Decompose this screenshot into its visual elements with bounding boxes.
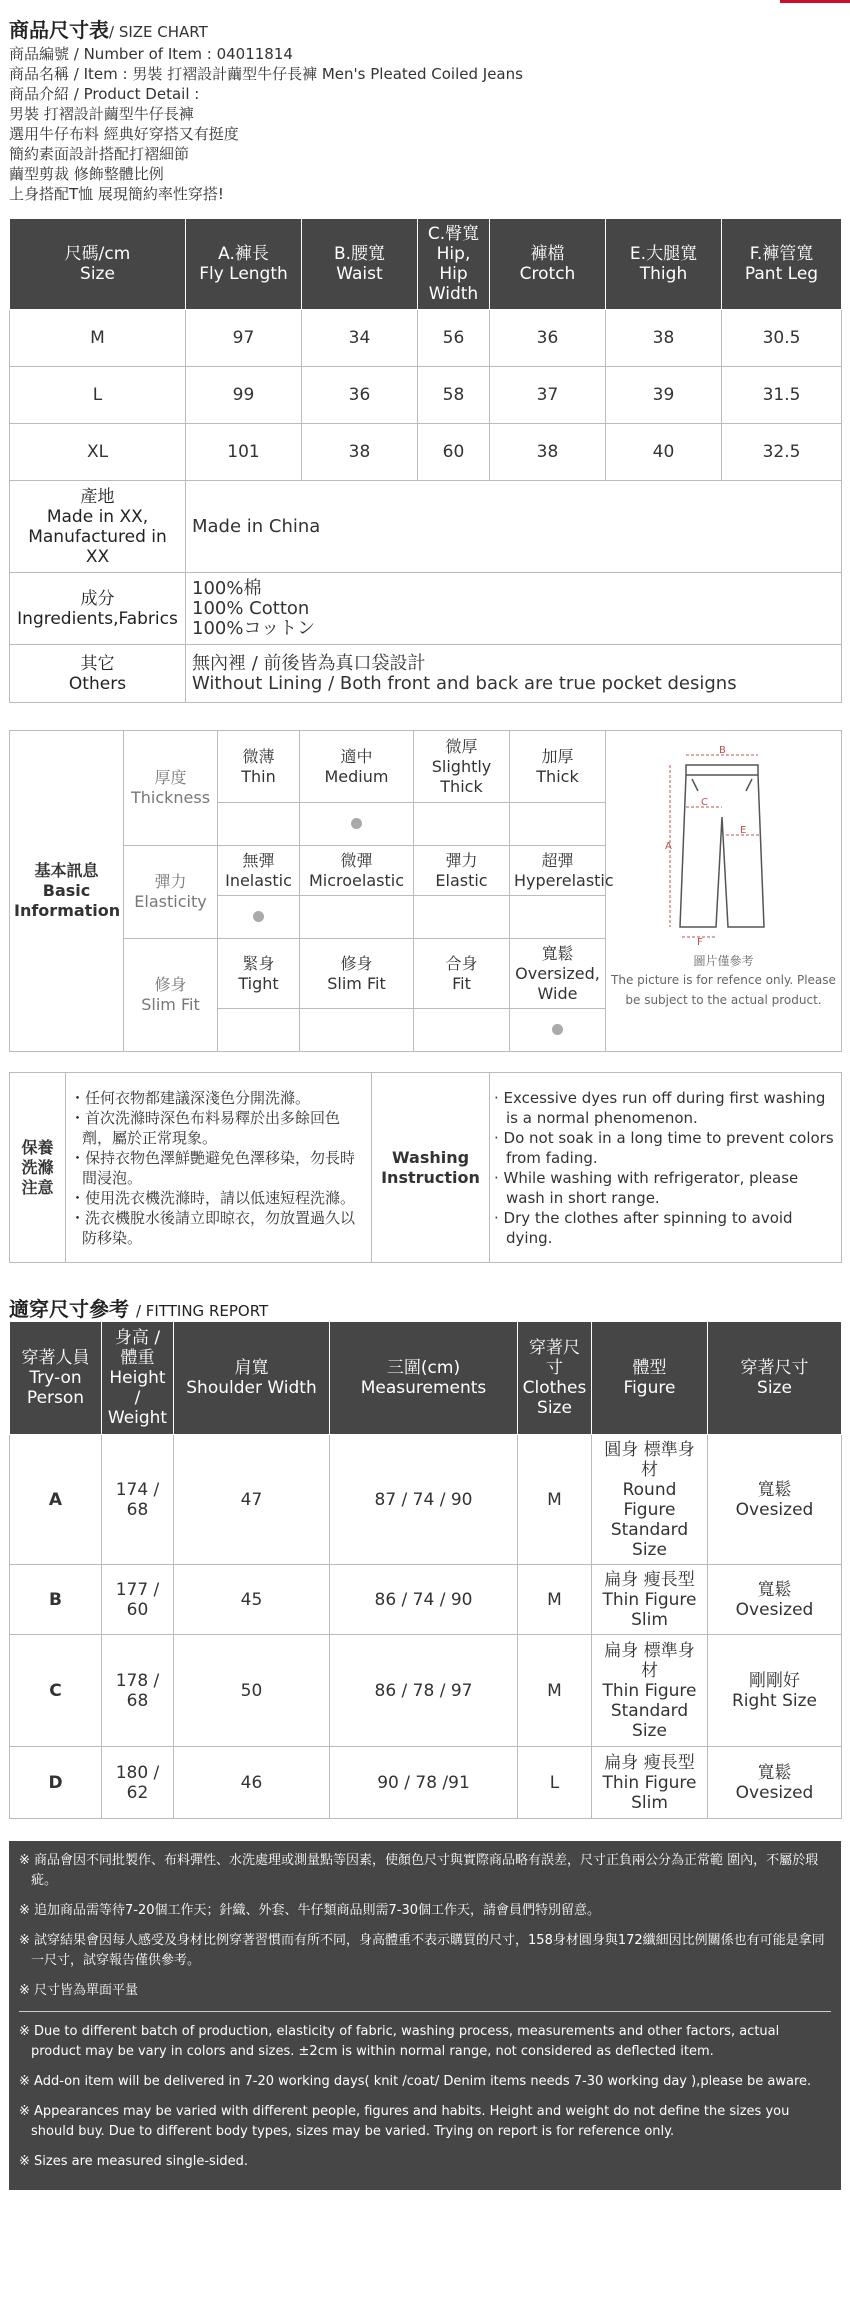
fitting-table-header: 穿著人員 Try-on Person 身高 / 體重 Height / Weight 肩寬 Shoulder Width 三圍(cm) Measurements 穿著尺寸 Clothes Size 體型 Figure 穿著尺寸 Size xyxy=(10,1322,842,1435)
list-item: · Excessive dyes run off during first washing is a normal phenomenon. xyxy=(494,1088,826,1127)
note-en: ※ Add-on item will be delivered in 7-20 working days( knit /coat/ Denim items needs 7-30 working day ),please be aware. xyxy=(19,2074,812,2089)
elasticity-dot-cell xyxy=(300,896,414,939)
fit-dot-cell xyxy=(300,1009,414,1052)
origin-value: Made in China xyxy=(186,481,842,573)
elasticity-selected-dot xyxy=(253,911,264,922)
info-line: 男裝 打褶設計繭型牛仔長褲 xyxy=(9,105,194,123)
table-row: B 177 / 60 45 86 / 74 / 90 M 扁身 瘦長型 Thin Figure Slim 寬鬆 Ovesized xyxy=(10,1565,842,1635)
thickness-option: 加厚 Thick xyxy=(510,731,606,803)
table-row: C 178 / 68 50 86 / 78 / 97 M 扁身 標準身材 Thin Figure Standard Size 剛剛好 Right Size xyxy=(10,1635,842,1747)
info-line: 簡約素面設計搭配打褶細節 xyxy=(9,145,190,163)
thickness-dot-cell xyxy=(300,803,414,846)
fabric-label: 成分 Ingredients,Fabrics xyxy=(10,573,186,645)
list-item: · Dry the clothes after spinning to avoid dying. xyxy=(494,1208,793,1247)
washing-list-en xyxy=(490,1073,842,1263)
elasticity-dot-cell xyxy=(414,896,510,939)
basic-info-label: 基本訊息 Basic Information xyxy=(10,731,124,1052)
thickness-option: 適中 Medium xyxy=(300,731,414,803)
col-hip: C.臀寬 Hip, Hip Width xyxy=(418,219,490,310)
size-table xyxy=(9,218,842,703)
elasticity-option: 超彈 Hyperelastic xyxy=(510,846,606,896)
thickness-option: 微厚 Slightly Thick xyxy=(414,731,510,803)
list-item: ・首次洗滌時深色布料易釋於出多餘回色劑，屬於正常現象。 xyxy=(70,1108,341,1147)
fit-selected-dot xyxy=(552,1024,563,1035)
col-pant-leg: F.褲管寬 Pant Leg xyxy=(722,219,842,310)
size-chart-title: 商品尺寸表/ SIZE CHART xyxy=(9,18,208,42)
fit-dot-cell xyxy=(218,1009,300,1052)
fit-option: 修身 Slim Fit xyxy=(300,939,414,1009)
washing-list-zh xyxy=(66,1073,372,1263)
table-row: XL 101 38 60 38 40 32.5 xyxy=(10,424,842,481)
notes-divider xyxy=(19,2011,831,2012)
washing-label-zh: 保養洗滌注意 xyxy=(10,1073,66,1263)
thickness-dot-cell xyxy=(218,803,300,846)
note-zh: ※ 商品會因不同批製作、布料彈性、水洗處理或測量點等因素，使顏色尺寸與實際商品略有誤差，尺寸正負兩公分為正常範 圍內，不屬於瑕疵。 xyxy=(19,1853,819,1888)
others-row xyxy=(10,645,842,703)
diagram-label-f: F xyxy=(696,937,703,947)
note-en: ※ Due to different batch of production, elasticity of fabric, washing process, measurements and other factors, actual product may be vary in colors and sizes. ±2cm is within normal range, not considered as deflected item. xyxy=(19,2024,780,2059)
origin-label: 產地 Made in XX, Manufactured in XX xyxy=(10,481,186,573)
info-line: 上身搭配T恤 展現簡約率性穿搭! xyxy=(9,185,224,203)
elasticity-dot-cell xyxy=(218,896,300,939)
diagram-label-b: B xyxy=(718,745,726,756)
fabric-value: 100%棉 100% Cotton 100%コットン xyxy=(186,573,842,645)
col-crotch: 褲檔 Crotch xyxy=(490,219,606,310)
fit-option: 寬鬆 Oversized, Wide xyxy=(510,939,606,1009)
thickness-selected-dot xyxy=(351,818,362,829)
info-line: 繭型剪裁 修飾整體比例 xyxy=(9,165,164,183)
list-item: ・洗衣機脫水後請立即晾衣，勿放置過久以防移染。 xyxy=(70,1208,356,1247)
col-thigh: E.大腿寬 Thigh xyxy=(606,219,722,310)
washing-label-en: Washing Instruction xyxy=(372,1073,490,1263)
diagram-label-c: C xyxy=(700,797,708,808)
diagram-label-e: E xyxy=(739,825,746,836)
basic-info-table xyxy=(9,730,842,1052)
table-row: A 174 / 68 47 87 / 74 / 90 M 圓身 標準身材 Round Figure Standard Size 寬鬆 Ovesized xyxy=(10,1435,842,1565)
diagram-label-a: A xyxy=(664,841,672,852)
origin-row xyxy=(10,481,842,573)
pants-diagram-cell xyxy=(606,731,842,1052)
elasticity-option: 微彈 Microelastic xyxy=(300,846,414,896)
fit-option: 緊身 Tight xyxy=(218,939,300,1009)
thickness-dot-cell xyxy=(414,803,510,846)
size-table-header xyxy=(10,219,842,310)
table-row: L 99 36 58 37 39 31.5 xyxy=(10,367,842,424)
list-item: · Do not soak in a long time to prevent colors from fading. xyxy=(494,1128,834,1167)
washing-table xyxy=(9,1072,842,1263)
thickness-option: 微薄 Thin xyxy=(218,731,300,803)
col-fly-length: A.褲長 Fly Length xyxy=(186,219,302,310)
fabric-row xyxy=(10,573,842,645)
list-item: ・任何衣物都建議深淺色分開洗滌。 xyxy=(70,1088,311,1107)
notes-panel xyxy=(9,1841,841,2190)
note-en: ※ Appearances may be varied with different people, figures and habits. Height and weight do not define the sizes you should buy. Due to different body types, sizes may be varied. Trying on report is for reference only. xyxy=(19,2104,790,2139)
note-zh: ※ 追加商品需等待7-20個工作天；針織、外套、牛仔類商品則需7-30個工作天，請會員們特別留意。 xyxy=(19,1903,601,1918)
info-line: 商品編號 / Number of Item : 04011814 xyxy=(9,45,293,63)
info-line: 商品介紹 / Product Detail : xyxy=(9,85,200,103)
elasticity-option: 無彈 Inelastic xyxy=(218,846,300,896)
fit-dot-cell xyxy=(414,1009,510,1052)
fit-dot-cell xyxy=(510,1009,606,1052)
fit-label: 修身 Slim Fit xyxy=(124,939,218,1052)
note-zh: ※ 尺寸皆為單面平量 xyxy=(19,1983,139,1998)
pants-measure-diagram xyxy=(664,737,784,947)
fitting-report-title: 適穿尺寸參考 / FITTING REPORT xyxy=(9,1297,269,1321)
note-zh: ※ 試穿結果會因每人感受及身材比例穿著習慣而有所不同，身高體重不表示購買的尺寸，158身材圓身與172纖細因比例關係也有可能是拿同一尺寸，試穿報告僅供參考。 xyxy=(19,1933,825,1968)
info-line: 選用牛仔布料 經典好穿搭又有挺度 xyxy=(9,125,239,143)
others-value: 無內裡 / 前後皆為真口袋設計 Without Lining / Both front and back are true pocket designs xyxy=(186,645,842,703)
elasticity-option: 彈力 Elastic xyxy=(414,846,510,896)
list-item: ・保持衣物色澤鮮艷避免色澤移染，勿長時間浸泡。 xyxy=(70,1148,356,1187)
col-waist: B.腰寬 Waist xyxy=(302,219,418,310)
page-content xyxy=(9,0,841,2190)
elasticity-label: 彈力 Elasticity xyxy=(124,846,218,939)
table-row: M 97 34 56 36 38 30.5 xyxy=(10,310,842,367)
fit-option: 合身 Fit xyxy=(414,939,510,1009)
info-line: 商品名稱 / Item : 男裝 打褶設計繭型牛仔長褲 Men's Pleated Coiled Jeans xyxy=(9,65,523,83)
thickness-label: 厚度 Thickness xyxy=(124,731,218,846)
elasticity-dot-cell xyxy=(510,896,606,939)
list-item: ・使用洗衣機洗滌時，請以低速短程洗滌。 xyxy=(70,1188,356,1207)
col-size: 尺碼/cm Size xyxy=(10,219,186,310)
note-en: ※ Sizes are measured single-sided. xyxy=(19,2154,249,2169)
others-label: 其它 Others xyxy=(10,645,186,703)
product-info xyxy=(9,44,841,204)
diagram-caption-zh: 圖片僅參考 xyxy=(693,954,754,968)
thickness-dot-cell xyxy=(510,803,606,846)
fitting-table xyxy=(9,1321,842,1819)
list-item: · While washing with refrigerator, please wash in short range. xyxy=(494,1168,799,1207)
table-row: D 180 / 62 46 90 / 78 /91 L 扁身 瘦長型 Thin Figure Slim 寬鬆 Ovesized xyxy=(10,1747,842,1819)
diagram-caption-en: The picture is for refence only. Please be subject to the actual product. xyxy=(611,973,836,1007)
